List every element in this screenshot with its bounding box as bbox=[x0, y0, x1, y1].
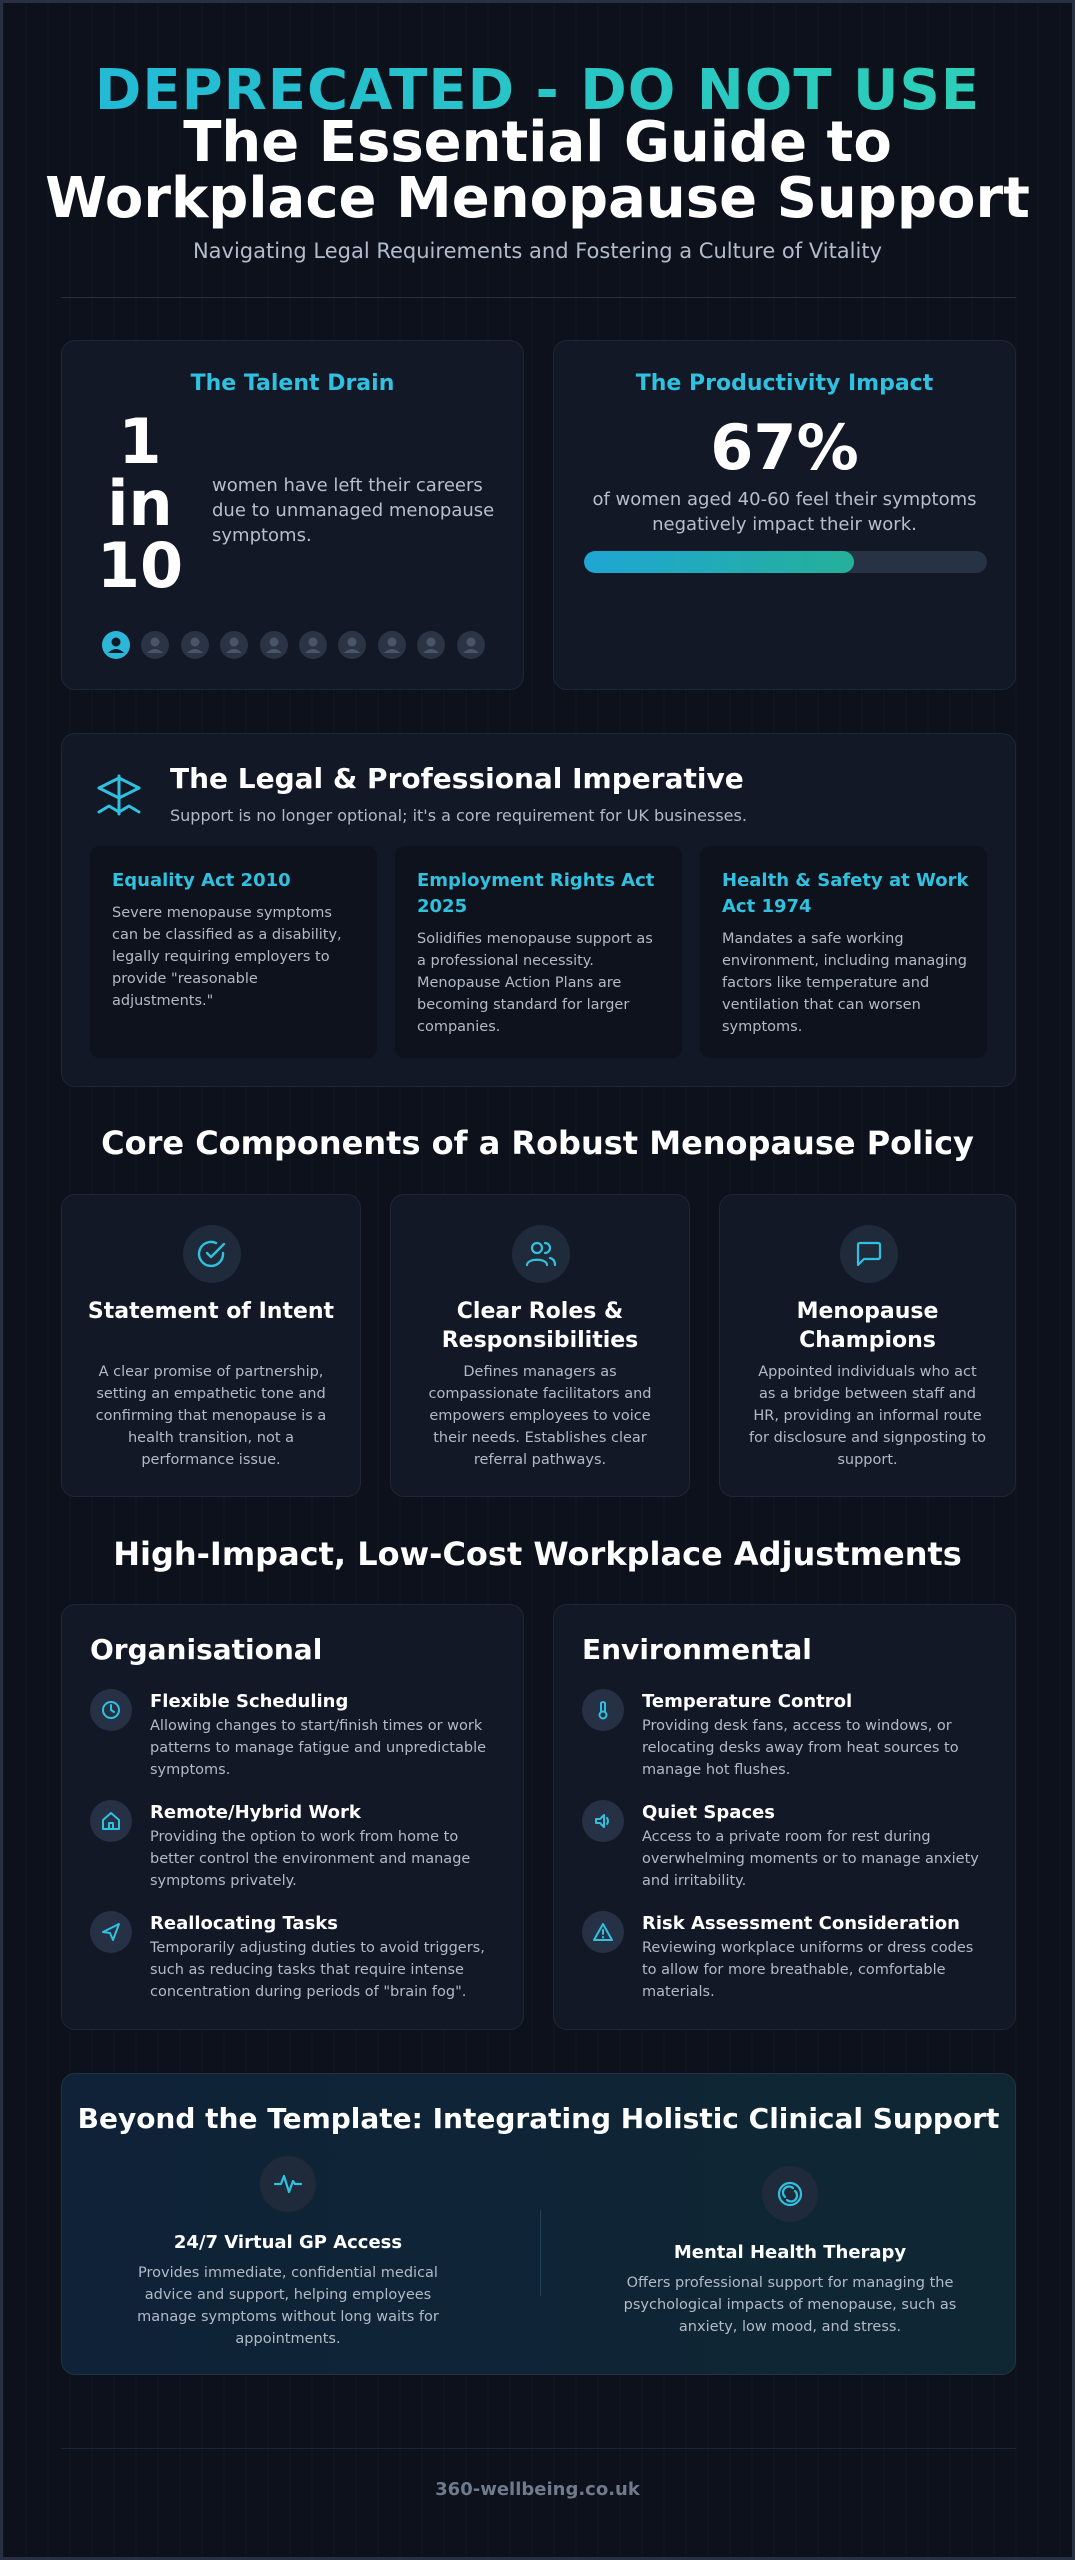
person-icon bbox=[102, 631, 130, 659]
legal-card-title: Equality Act 2010 bbox=[112, 870, 291, 891]
adjustment-body: Providing desk fans, access to windows, or relocating desks away from heat sources to manage hot flushes. bbox=[642, 1718, 959, 1778]
legal-subtitle: Support is no longer optional; it's a core requirement for UK businesses. bbox=[170, 806, 747, 825]
home-icon bbox=[90, 1800, 132, 1842]
header-divider bbox=[61, 297, 1016, 298]
environmental-title: Environmental bbox=[582, 1633, 812, 1666]
stat-line-2: in bbox=[107, 467, 173, 540]
legal-card-title: Health & Safety at Work Act 1974 bbox=[722, 870, 969, 917]
policy-card-body: A clear promise of partnership, setting an empathetic tone and confirming that menopause is a health transition, not a performance issue. bbox=[95, 1364, 327, 1468]
chat-icon bbox=[840, 1225, 898, 1283]
adjustment-body: Temporarily adjusting duties to avoid triggers, such as reducing tasks that require intense concentration during periods of "brain fog". bbox=[150, 1940, 485, 2000]
clinical-support-section bbox=[61, 2073, 1016, 2375]
productivity-text: of women aged 40-60 feel their symptoms negatively impact their work. bbox=[592, 489, 977, 535]
person-icon bbox=[378, 631, 406, 659]
users-icon bbox=[512, 1225, 570, 1283]
adjustment-title: Flexible Scheduling bbox=[150, 1691, 349, 1712]
legal-card-title: Employment Rights Act 2025 bbox=[417, 870, 655, 917]
adjustment-body: Access to a private room for rest during overwhelming moments or to manage anxiety and irritability. bbox=[642, 1829, 979, 1889]
stat-line-1: 1 bbox=[118, 405, 162, 478]
policy-card-statement bbox=[61, 1194, 361, 1497]
organisational-title: Organisational bbox=[90, 1633, 323, 1666]
person-icon bbox=[141, 631, 169, 659]
person-icon bbox=[181, 631, 209, 659]
progress-fill bbox=[584, 551, 854, 573]
policy-heading: Core Components of a Robust Menopause Policy bbox=[101, 1124, 974, 1162]
refresh-icon bbox=[762, 2166, 818, 2222]
person-icon bbox=[457, 631, 485, 659]
people-row bbox=[102, 631, 502, 659]
legal-card-body: Solidifies menopause support as a professional necessity. Menopause Action Plans are becoming standard for larger companies. bbox=[417, 931, 653, 1035]
thermometer-icon bbox=[582, 1689, 624, 1731]
deprecated-banner: DEPRECATED - DO NOT USE bbox=[3, 53, 1072, 129]
adjustment-title: Quiet Spaces bbox=[642, 1802, 775, 1823]
adjustment-title: Remote/Hybrid Work bbox=[150, 1802, 361, 1823]
legal-card-body: Severe menopause symptoms can be classified as a disability, legally requiring employers to provide "reasonable adjustments." bbox=[112, 905, 342, 1009]
warning-icon bbox=[582, 1911, 624, 1953]
talent-drain-title: The Talent Drain bbox=[190, 371, 395, 396]
adjustment-title: Risk Assessment Consideration bbox=[642, 1913, 960, 1934]
title-line-1: The Essential Guide to bbox=[183, 110, 892, 175]
talent-drain-text: women have left their careers due to unmanaged menopause symptoms. bbox=[212, 475, 495, 546]
clinical-title: Beyond the Template: Integrating Holistic Clinical Support bbox=[77, 2102, 1000, 2135]
organisational-card bbox=[61, 1604, 524, 2030]
policy-card-body: Defines managers as compassionate facilitators and empowers employees to voice their needs. Establishes clear referral pathways. bbox=[428, 1364, 652, 1468]
page-title bbox=[3, 110, 1072, 231]
person-icon bbox=[338, 631, 366, 659]
policy-card-roles bbox=[390, 1194, 690, 1497]
adjustment-title: Temperature Control bbox=[642, 1691, 853, 1712]
clock-icon bbox=[90, 1689, 132, 1731]
clinical-item-title: Mental Health Therapy bbox=[673, 2242, 907, 2263]
clinical-item-title: 24/7 Virtual GP Access bbox=[173, 2232, 403, 2253]
policy-card-title: Statement of Intent bbox=[87, 1299, 335, 1324]
talent-drain-stat bbox=[92, 405, 188, 602]
adjustment-body: Providing the option to work from home to better control the environment and manage symptoms privately. bbox=[150, 1829, 471, 1889]
person-icon bbox=[220, 631, 248, 659]
clinical-item-body: Provides immediate, confidential medical advice and support, helping employees manage symptoms without long waits for appointments. bbox=[137, 2265, 439, 2347]
speaker-icon bbox=[582, 1800, 624, 1842]
talent-drain-card bbox=[61, 340, 524, 690]
check-circle-icon bbox=[183, 1225, 241, 1283]
pulse-icon bbox=[260, 2156, 316, 2212]
send-icon bbox=[90, 1911, 132, 1953]
productivity-stat: 67% bbox=[710, 411, 859, 484]
scales-icon bbox=[96, 772, 142, 818]
person-icon bbox=[417, 631, 445, 659]
policy-card-body: Appointed individuals who act as a bridge between staff and HR, providing an informal route for disclosure and signposting to support. bbox=[749, 1364, 986, 1468]
footer-site-link[interactable]: 360-wellbeing.co.uk bbox=[435, 2479, 640, 2500]
productivity-title: The Productivity Impact bbox=[635, 371, 934, 396]
adjustment-body: Reviewing workplace uniforms or dress codes to allow for more breathable, comfortable materials. bbox=[642, 1940, 974, 2000]
productivity-progress-bar bbox=[584, 551, 987, 573]
page-subtitle: Navigating Legal Requirements and Fostering a Culture of Vitality bbox=[192, 239, 883, 263]
stat-line-3: 10 bbox=[96, 529, 184, 602]
person-icon bbox=[299, 631, 327, 659]
legal-card-health-safety-act bbox=[700, 846, 987, 1058]
environmental-card bbox=[553, 1604, 1016, 2030]
legal-section bbox=[61, 733, 1016, 1087]
legal-card-employment-rights-act bbox=[395, 846, 682, 1058]
legal-title: The Legal & Professional Imperative bbox=[170, 762, 744, 795]
policy-card-champions bbox=[719, 1194, 1016, 1497]
clinical-divider bbox=[540, 2210, 541, 2296]
clinical-item-body: Offers professional support for managing the psychological impacts of menopause, such as anxiety, low mood, and stress. bbox=[623, 2275, 957, 2335]
footer-divider bbox=[61, 2448, 1016, 2449]
policy-card-title: Clear Roles & Responsibilities bbox=[441, 1299, 639, 1353]
legal-card-equality-act bbox=[90, 846, 377, 1058]
adjustment-title: Reallocating Tasks bbox=[150, 1913, 338, 1934]
title-line-2: Workplace Menopause Support bbox=[45, 166, 1030, 231]
policy-card-title: Menopause Champions bbox=[796, 1299, 939, 1353]
adjustments-heading: High-Impact, Low-Cost Workplace Adjustments bbox=[113, 1535, 962, 1573]
adjustment-body: Allowing changes to start/finish times or work patterns to manage fatigue and unpredictable symptoms. bbox=[150, 1718, 487, 1778]
legal-card-body: Mandates a safe working environment, including managing factors like temperature and ventilation that can worsen symptoms. bbox=[722, 931, 967, 1035]
productivity-card bbox=[553, 340, 1016, 690]
person-icon bbox=[260, 631, 288, 659]
